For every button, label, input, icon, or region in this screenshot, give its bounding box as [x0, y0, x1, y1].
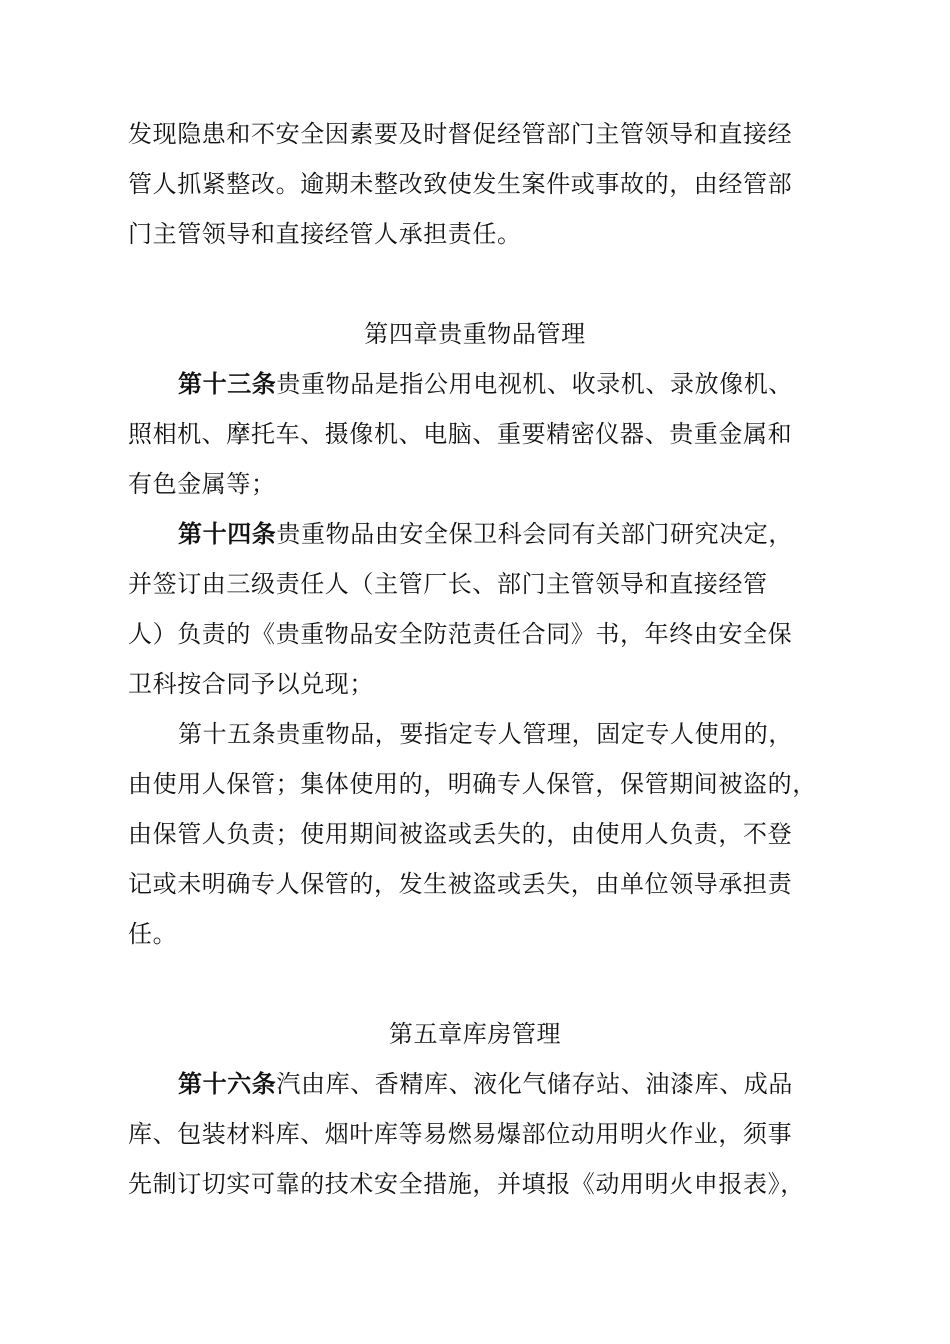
- intro-line-1: 发现隐患和不安全因素要及时督促经管部门主管领导和直接经: [128, 120, 793, 148]
- article-13-line-3: 有色金属等；: [128, 470, 276, 498]
- article-14-text-1: 贵重物品由安全保卫科会同有关部门研究决定，: [276, 520, 794, 548]
- article-15-line-4: 记或未明确专人保管的，发生被盗或丢失，由单位领导承担责: [128, 870, 793, 898]
- article-16-text-1: 汽由库、香精库、液化气储存站、油漆库、成品: [276, 1070, 794, 1098]
- article-15-line-3: 由保管人负责；使用期间被盗或丢失的，由使用人负责，不登: [128, 820, 793, 848]
- article-14-line-1: [178, 518, 878, 550]
- article-14-line-4: 卫科按合同予以兑现；: [128, 670, 374, 698]
- article-16-line-1: [178, 1068, 878, 1100]
- article-15-line-1: 第十五条贵重物品，要指定专人管理，固定专人使用的，: [178, 720, 793, 748]
- article-13-line-2: 照相机、摩托车、摄像机、电脑、重要精密仪器、贵重金属和: [128, 420, 793, 448]
- chapter-5-heading: 第五章库房管理: [388, 1020, 562, 1048]
- intro-line-3: 门主管领导和直接经管人承担责任。: [128, 220, 522, 248]
- article-14-line-3: 人）负责的《贵重物品安全防范责任合同》书，年终由安全保: [128, 620, 793, 648]
- article-16-label: 第十六条: [178, 1069, 277, 1098]
- article-13-text-1: 贵重物品是指公用电视机、收录机、录放像机、: [276, 370, 794, 398]
- article-14-line-2: 并签订由三级责任人（主管厂长、部门主管领导和直接经管: [128, 570, 768, 598]
- article-14-label: 第十四条: [178, 519, 277, 548]
- article-16-line-3: 先制订切实可靠的技术安全措施，并填报《动用明火申报表》，: [128, 1170, 805, 1198]
- intro-line-2: 管人抓紧整改。逾期未整改致使发生案件或事故的，由经管部: [128, 170, 793, 198]
- article-16-line-2: 库、包装材料库、烟叶库等易燃易爆部位动用明火作业，须事: [128, 1120, 793, 1148]
- article-15-line-2: 由使用人保管；集体使用的，明确专人保管，保管期间被盗的，: [128, 770, 817, 798]
- article-13-line-1: [178, 368, 878, 400]
- article-13-label: 第十三条: [178, 369, 277, 398]
- article-15-line-5: 任。: [128, 920, 178, 948]
- chapter-4-heading: 第四章贵重物品管理: [364, 320, 586, 348]
